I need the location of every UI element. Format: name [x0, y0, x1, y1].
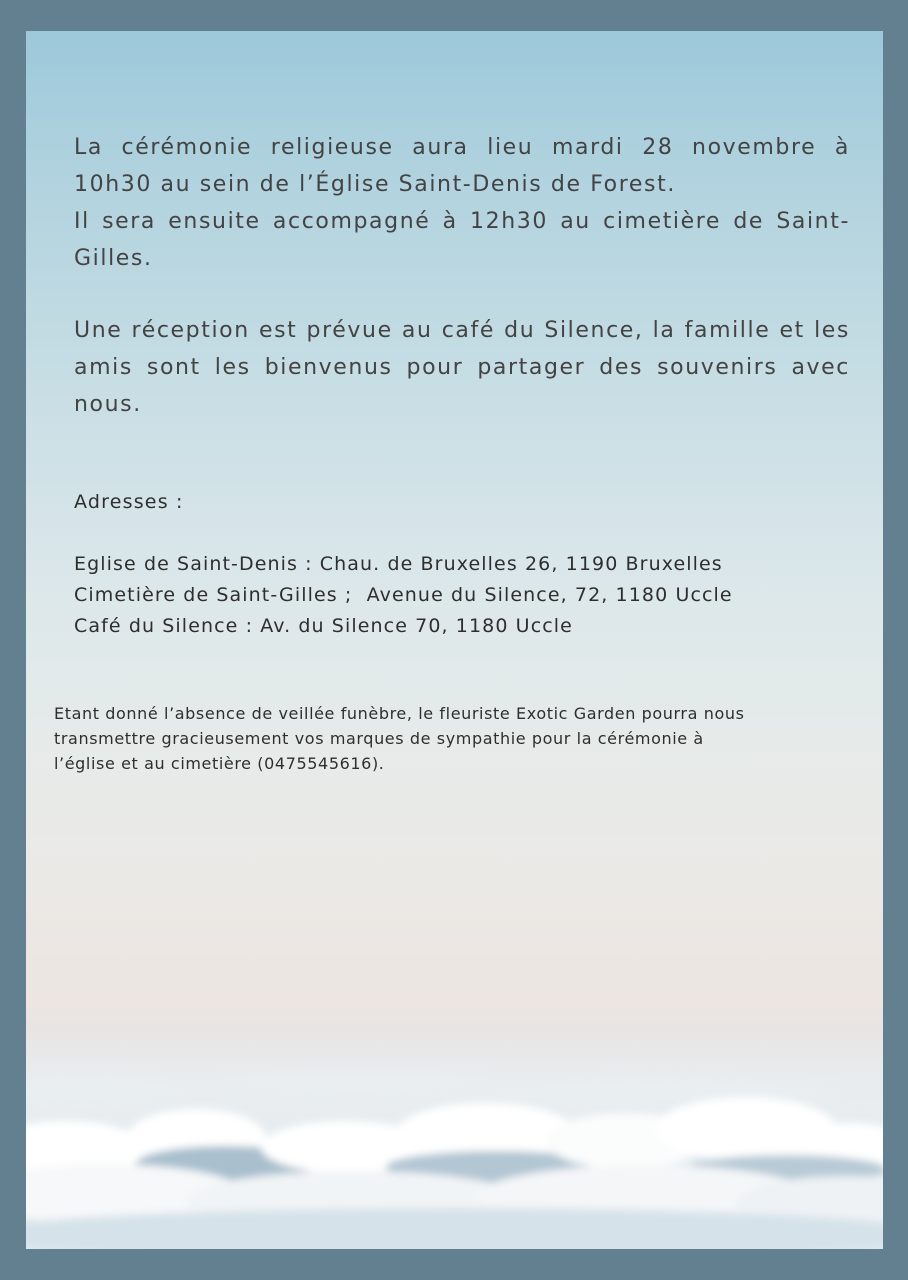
florist-note — [54, 701, 844, 776]
address-church: Eglise de Saint-Denis : Chau. de Bruxelles 26, 1190 Bruxelles — [74, 553, 723, 575]
clouds-background-image — [26, 1029, 883, 1249]
ceremony-paragraph — [74, 129, 850, 277]
reception-paragraph: Une réception est prévue au café du Silence, la famille et les amis sont les bienvenus pour partager des souvenirs avec nous. — [74, 318, 850, 417]
ceremony-line: La cérémonie religieuse aura lieu mardi 28 novembre à 10h30 au sein de l’Église Saint-Denis de Forest. — [74, 135, 850, 197]
note-line: Etant donné l’absence de veillée funèbre, le fleuriste Exotic Garden pourra nous — [54, 704, 745, 723]
address-cemetery: Cimetière de Saint-Gilles ; Avenue du Silence, 72, 1180 Uccle — [74, 584, 733, 606]
burial-line: Il sera ensuite accompagné à 12h30 au cimetière de Saint-Gilles. — [74, 209, 850, 271]
addresses-list — [74, 549, 733, 642]
note-line: transmettre gracieusement vos marques de sympathie pour la cérémonie à — [54, 729, 704, 748]
address-cafe: Café du Silence : Av. du Silence 70, 1180 Uccle — [74, 615, 573, 637]
invitation-card — [26, 31, 883, 1249]
note-line: l’église et au cimetière (0475545616). — [54, 754, 385, 773]
addresses-heading: Adresses : — [74, 491, 184, 513]
